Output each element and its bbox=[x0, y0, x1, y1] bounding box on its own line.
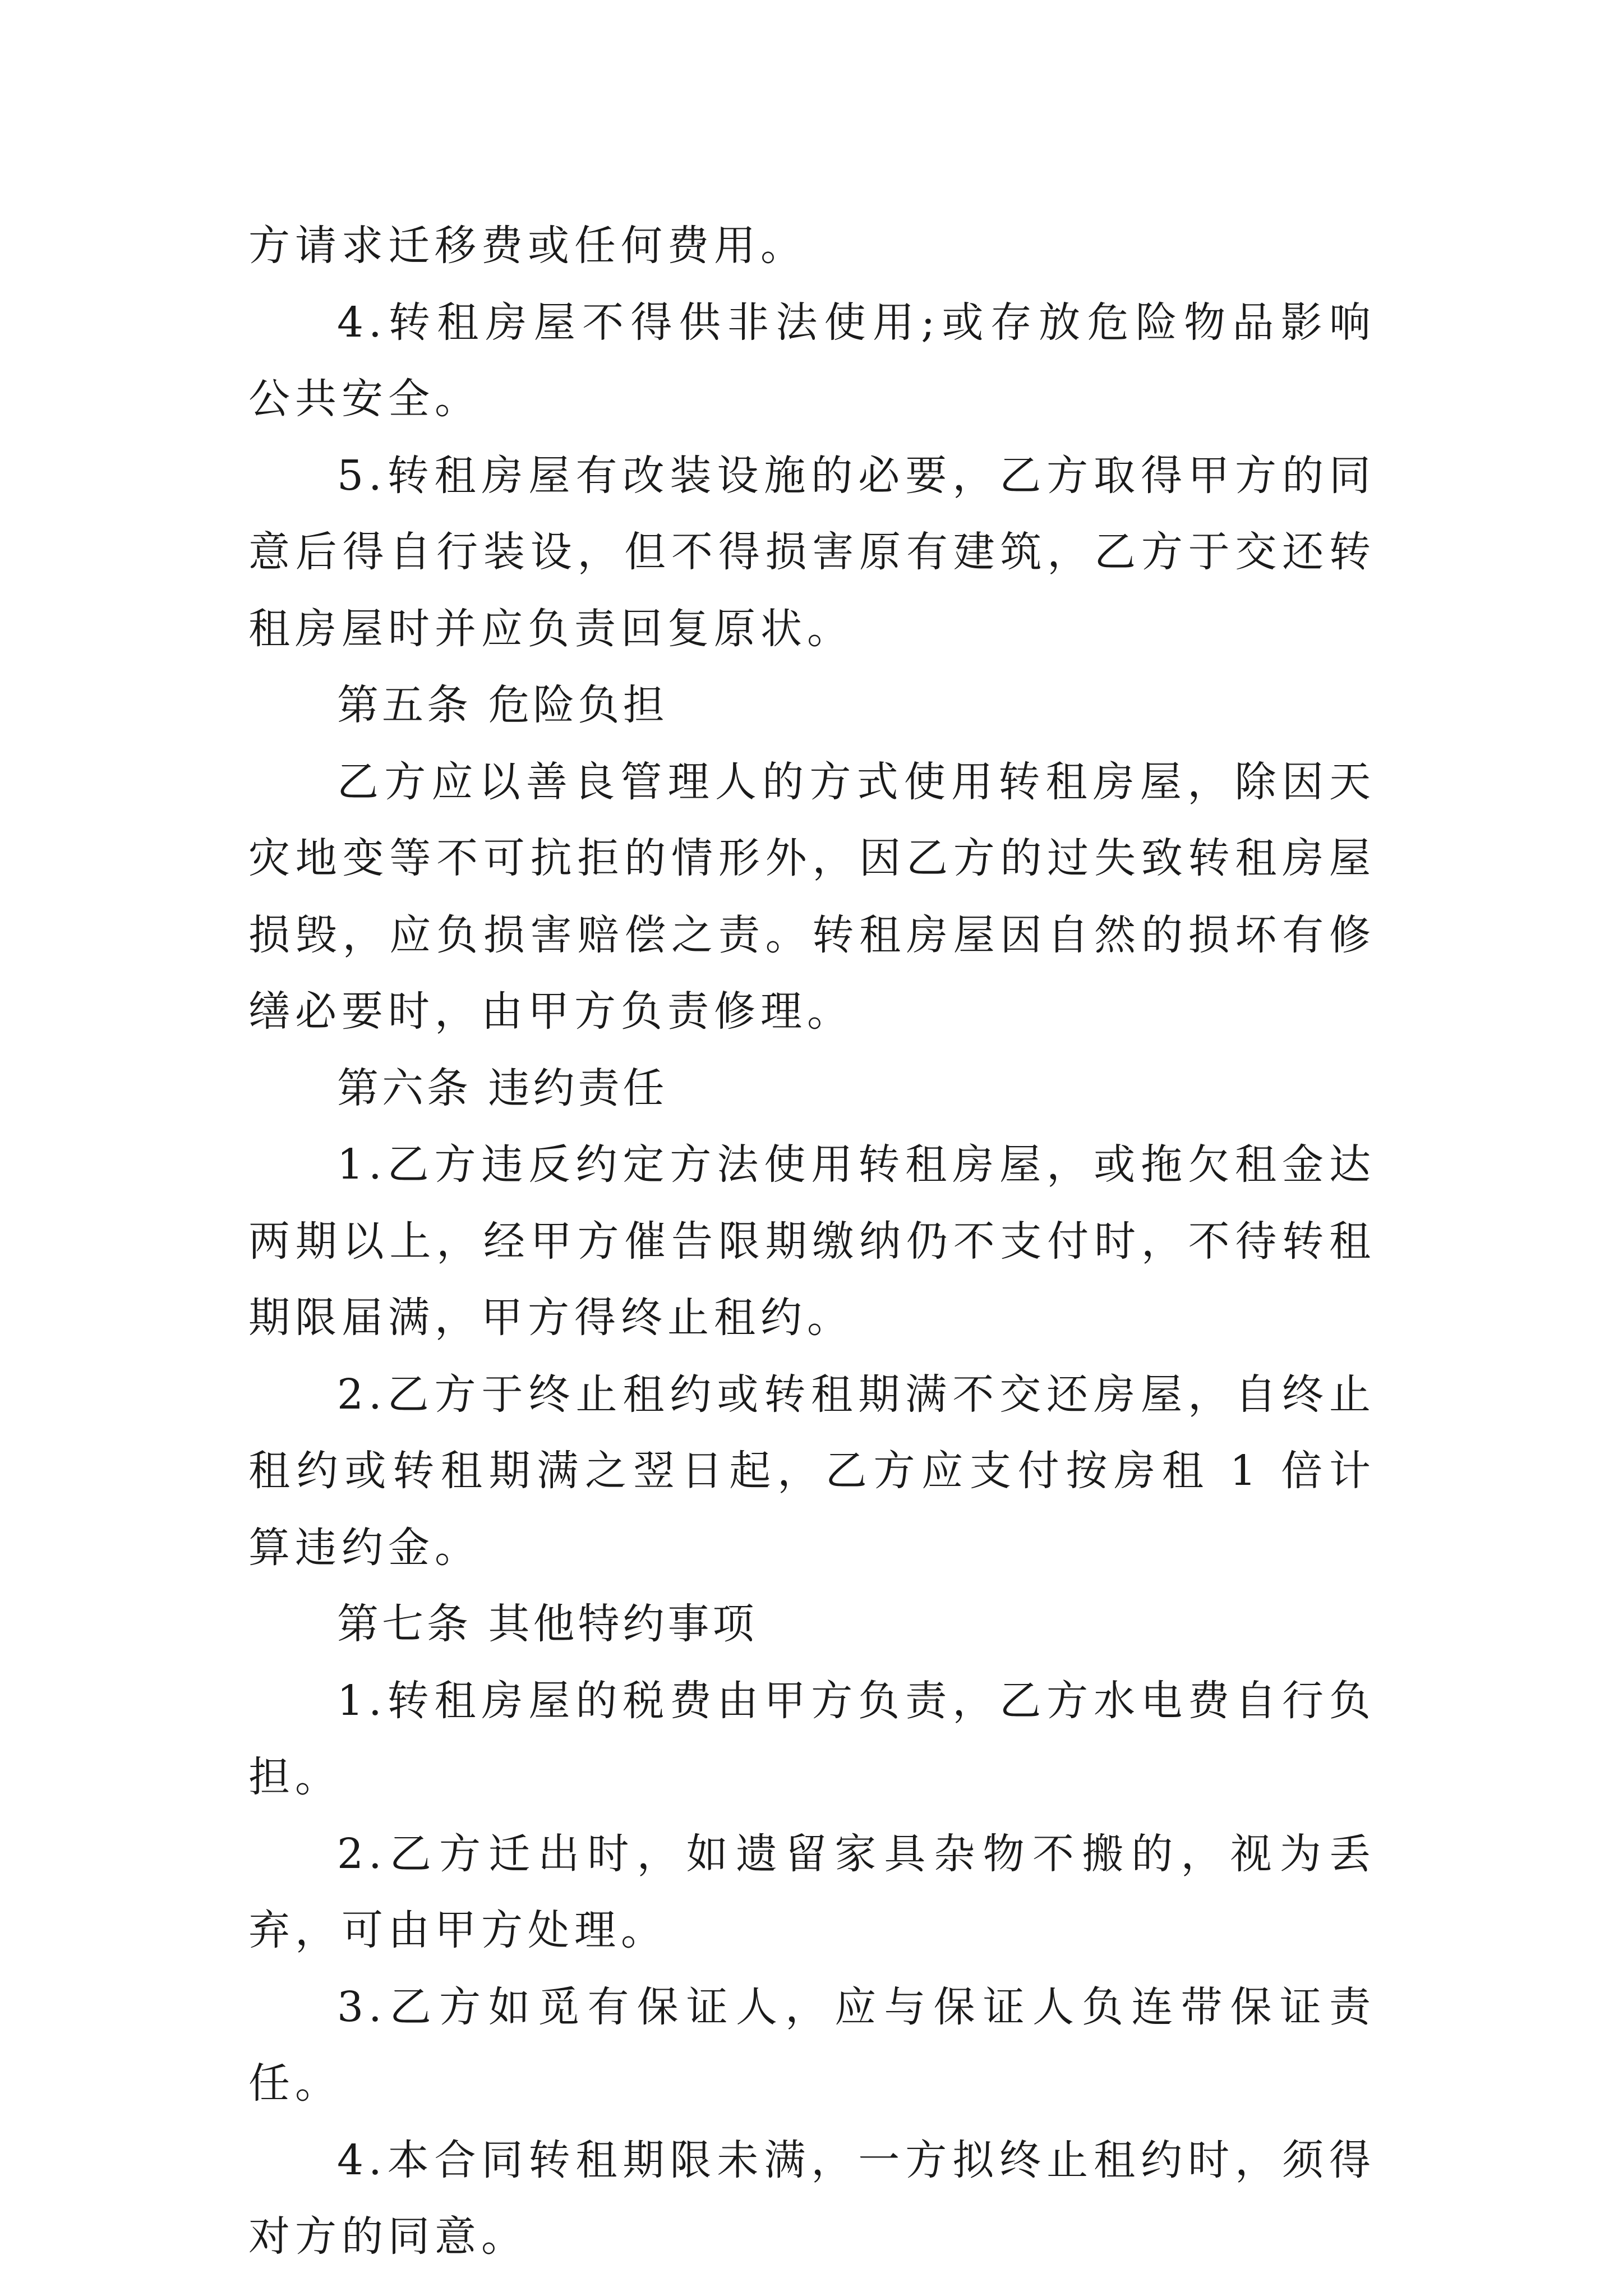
article-7-heading: 第七条 其他特约事项 bbox=[337, 1600, 758, 1648]
article-7-item-2: 2.乙方迁出时，如遗留家具杂物不搬的，视为丢弃，可由甲方处理。 bbox=[248, 1829, 1376, 1954]
clause-item-4: 4.转租房屋不得供非法使用;或存放危险物品影响公共安全。 bbox=[248, 298, 1376, 423]
article-7-item-3: 3.乙方如觅有保证人，应与保证人负连带保证责任。 bbox=[248, 1982, 1376, 2108]
article-5-body: 乙方应以善良管理人的方式使用转租房屋，除因天灾地变等不可抗拒的情形外，因乙方的过失致转租房屋损毁，应负损害赔偿之责。转租房屋因自然的损坏有修缮必要时，由甲方负责修理。 bbox=[248, 757, 1376, 1036]
paragraph-continuation: 方请求迁移费或任何费用。 bbox=[248, 222, 807, 270]
clause-item-5: 5.转租房屋有改装设施的必要，乙方取得甲方的同意后得自行装设，但不得损害原有建筑，乙方于交还转租房屋时并应负责回复原状。 bbox=[248, 451, 1376, 653]
article-6-item-2: 2.乙方于终止租约或转租期满不交还房屋，自终止租约或转租期满之翌日起，乙方应支付按房租 1 倍计算违约金。 bbox=[248, 1370, 1376, 1572]
article-6-heading: 第六条 违约责任 bbox=[337, 1064, 668, 1112]
document-body bbox=[248, 208, 1376, 2275]
article-7-item-1: 1.转租房屋的税费由甲方负责，乙方水电费自行负担。 bbox=[248, 1676, 1376, 1801]
article-5-heading: 第五条 危险负担 bbox=[337, 681, 668, 729]
article-6-item-1: 1.乙方违反约定方法使用转租房屋，或拖欠租金达两期以上，经甲方催告限期缴纳仍不支付时，不待转租期限届满，甲方得终止租约。 bbox=[248, 1140, 1376, 1342]
article-7-item-4: 4.本合同转租期限未满，一方拟终止租约时，须得对方的同意。 bbox=[248, 2136, 1376, 2261]
